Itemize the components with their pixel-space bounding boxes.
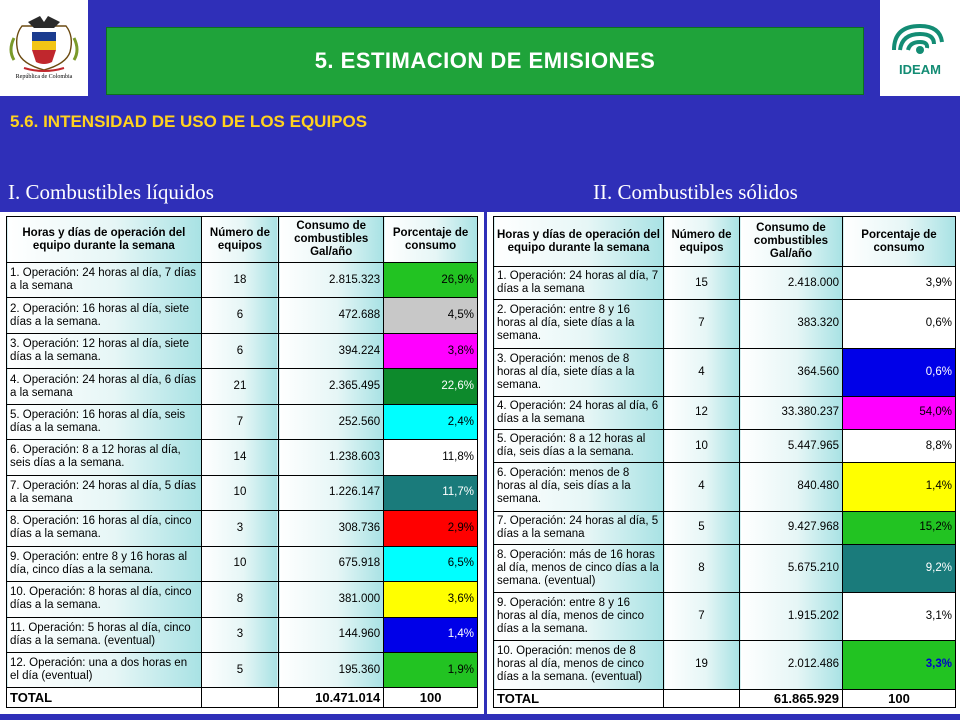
row-percent: 3,1% <box>843 593 956 641</box>
row-percent: 8,8% <box>843 430 956 463</box>
row-consumption: 308.736 <box>279 511 384 546</box>
header-percent: Porcentaje de consumo <box>843 217 956 267</box>
row-consumption: 5.447.965 <box>740 430 843 463</box>
row-consumption: 33.380.237 <box>740 396 843 429</box>
table-row <box>7 369 478 404</box>
row-percent: 3,9% <box>843 267 956 300</box>
solids-table-body <box>494 267 956 708</box>
row-description: 2. Operación: 16 horas al día, siete días a la semana. <box>7 298 202 333</box>
liquids-table <box>6 216 478 708</box>
table-row <box>494 396 956 429</box>
title-banner <box>106 27 864 95</box>
table-row <box>494 267 956 300</box>
ideam-caption: IDEAM <box>899 62 941 77</box>
row-equipment-count: 6 <box>201 298 278 333</box>
row-description: 1. Operación: 24 horas al día, 7 días a la semana <box>494 267 664 300</box>
page-title: 5. ESTIMACION DE EMISIONES <box>314 48 656 73</box>
table-row <box>494 593 956 641</box>
row-equipment-count: 8 <box>201 582 278 617</box>
coat-of-arms-icon <box>0 0 88 96</box>
logo-caption: República de Colombia <box>15 74 73 80</box>
row-equipment-count: 19 <box>664 641 740 689</box>
row-description: 1. Operación: 24 horas al día, 7 días a la semana <box>7 263 202 298</box>
row-consumption: 383.320 <box>740 300 843 348</box>
table-row <box>494 641 956 689</box>
row-percent: 2,4% <box>384 404 478 439</box>
row-description: 9. Operación: entre 8 y 16 horas al día, menos de cinco días a la semana. <box>494 593 664 641</box>
row-description: 10. Operación: 8 horas al día, cinco días a la semana. <box>7 582 202 617</box>
row-equipment-count: 7 <box>664 300 740 348</box>
row-equipment-count: 3 <box>201 511 278 546</box>
row-percent: 2,9% <box>384 511 478 546</box>
row-percent: 3,6% <box>384 582 478 617</box>
row-description: 10. Operación: menos de 8 horas al día, menos de cinco días a la semana. (eventual) <box>494 641 664 689</box>
total-count-empty <box>664 689 740 707</box>
section-subtitle: 5.6. INTENSIDAD DE USO DE LOS EQUIPOS <box>10 112 368 131</box>
row-equipment-count: 7 <box>201 404 278 439</box>
row-consumption: 472.688 <box>279 298 384 333</box>
row-percent: 1,4% <box>843 463 956 511</box>
row-equipment-count: 10 <box>201 475 278 510</box>
table-row <box>7 333 478 368</box>
table-row <box>7 582 478 617</box>
row-consumption: 195.360 <box>279 652 384 687</box>
solids-table <box>493 216 956 708</box>
total-consumption: 61.865.929 <box>740 689 843 707</box>
row-description: 4. Operación: 24 horas al día, 6 días a la semana <box>7 369 202 404</box>
row-percent: 0,6% <box>843 300 956 348</box>
row-equipment-count: 10 <box>201 546 278 581</box>
row-consumption: 840.480 <box>740 463 843 511</box>
row-percent: 0,6% <box>843 348 956 396</box>
row-percent: 22,6% <box>384 369 478 404</box>
total-percent: 100 <box>384 688 478 708</box>
table-row <box>7 404 478 439</box>
row-description: 12. Operación: una a dos horas en el día (eventual) <box>7 652 202 687</box>
row-consumption: 394.224 <box>279 333 384 368</box>
table-row <box>7 440 478 475</box>
total-row <box>7 688 478 708</box>
row-description: 5. Operación: 8 a 12 horas al día, seis días a la semana. <box>494 430 664 463</box>
solids-section-title: II. Combustibles sólidos <box>593 180 798 204</box>
row-description: 2. Operación: entre 8 y 16 horas al día, siete días a la semana. <box>494 300 664 348</box>
table-row <box>494 463 956 511</box>
row-consumption: 252.560 <box>279 404 384 439</box>
header-desc: Horas y días de operación del equipo durante la semana <box>7 217 202 263</box>
row-equipment-count: 15 <box>664 267 740 300</box>
total-consumption: 10.471.014 <box>279 688 384 708</box>
row-equipment-count: 4 <box>664 463 740 511</box>
row-equipment-count: 18 <box>201 263 278 298</box>
row-equipment-count: 8 <box>664 544 740 592</box>
total-label: TOTAL <box>7 688 202 708</box>
row-consumption: 5.675.210 <box>740 544 843 592</box>
total-row <box>494 689 956 707</box>
row-percent: 26,9% <box>384 263 478 298</box>
row-equipment-count: 5 <box>664 511 740 544</box>
row-description: 7. Operación: 24 horas al día, 5 días a la semana <box>7 475 202 510</box>
row-percent: 11,8% <box>384 440 478 475</box>
row-equipment-count: 12 <box>664 396 740 429</box>
row-percent: 11,7% <box>384 475 478 510</box>
row-consumption: 1.238.603 <box>279 440 384 475</box>
row-equipment-count: 3 <box>201 617 278 652</box>
row-consumption: 381.000 <box>279 582 384 617</box>
row-consumption: 2.815.323 <box>279 263 384 298</box>
colombia-logo <box>0 0 88 96</box>
row-percent: 1,9% <box>384 652 478 687</box>
row-equipment-count: 6 <box>201 333 278 368</box>
row-description: 3. Operación: 12 horas al día, siete días a la semana. <box>7 333 202 368</box>
row-description: 7. Operación: 24 horas al día, 5 días a la semana <box>494 511 664 544</box>
row-description: 8. Operación: más de 16 horas al día, menos de cinco días a la semana. (eventual) <box>494 544 664 592</box>
row-percent: 6,5% <box>384 546 478 581</box>
header-consumption: Consumo de combustibles Gal/año <box>740 217 843 267</box>
row-percent: 3,8% <box>384 333 478 368</box>
row-description: 8. Operación: 16 horas al día, cinco días a la semana. <box>7 511 202 546</box>
row-consumption: 144.960 <box>279 617 384 652</box>
liquids-table-body <box>7 263 478 708</box>
row-description: 11. Operación: 5 horas al día, cinco días a la semana. (eventual) <box>7 617 202 652</box>
row-percent: 1,4% <box>384 617 478 652</box>
total-percent: 100 <box>843 689 956 707</box>
table-row <box>7 652 478 687</box>
row-equipment-count: 7 <box>664 593 740 641</box>
table-row <box>7 475 478 510</box>
row-consumption: 2.365.495 <box>279 369 384 404</box>
row-description: 6. Operación: 8 a 12 horas al día, seis días a la semana. <box>7 440 202 475</box>
row-percent: 3,3% <box>843 641 956 689</box>
table-row <box>494 348 956 396</box>
total-count-empty <box>201 688 278 708</box>
table-row <box>7 298 478 333</box>
row-consumption: 2.012.486 <box>740 641 843 689</box>
header-consumption: Consumo de combustibles Gal/año <box>279 217 384 263</box>
row-consumption: 1.226.147 <box>279 475 384 510</box>
row-equipment-count: 10 <box>664 430 740 463</box>
row-consumption: 1.915.202 <box>740 593 843 641</box>
header-count: Número de equipos <box>201 217 278 263</box>
row-consumption: 9.427.968 <box>740 511 843 544</box>
ideam-logo <box>880 0 960 96</box>
header-count: Número de equipos <box>664 217 740 267</box>
row-equipment-count: 5 <box>201 652 278 687</box>
header-percent: Porcentaje de consumo <box>384 217 478 263</box>
row-consumption: 675.918 <box>279 546 384 581</box>
row-percent: 15,2% <box>843 511 956 544</box>
liquids-section-title: I. Combustibles líquidos <box>8 180 214 204</box>
table-row <box>494 511 956 544</box>
row-description: 5. Operación: 16 horas al día, seis días a la semana. <box>7 404 202 439</box>
table-row <box>7 546 478 581</box>
row-description: 4. Operación: 24 horas al día, 6 días a la semana <box>494 396 664 429</box>
row-percent: 4,5% <box>384 298 478 333</box>
row-equipment-count: 4 <box>664 348 740 396</box>
row-description: 3. Operación: menos de 8 horas al día, siete días a la semana. <box>494 348 664 396</box>
table-row <box>7 263 478 298</box>
row-description: 6. Operación: menos de 8 horas al día, seis días a la semana. <box>494 463 664 511</box>
table-row <box>494 300 956 348</box>
table-row <box>494 430 956 463</box>
row-description: 9. Operación: entre 8 y 16 horas al día, cinco días a la semana. <box>7 546 202 581</box>
table-row <box>494 544 956 592</box>
table-row <box>7 617 478 652</box>
row-equipment-count: 14 <box>201 440 278 475</box>
row-percent: 54,0% <box>843 396 956 429</box>
row-equipment-count: 21 <box>201 369 278 404</box>
row-percent: 9,2% <box>843 544 956 592</box>
total-label: TOTAL <box>494 689 664 707</box>
header-desc: Horas y días de operación del equipo durante la semana <box>494 217 664 267</box>
row-consumption: 2.418.000 <box>740 267 843 300</box>
table-row <box>7 511 478 546</box>
row-consumption: 364.560 <box>740 348 843 396</box>
